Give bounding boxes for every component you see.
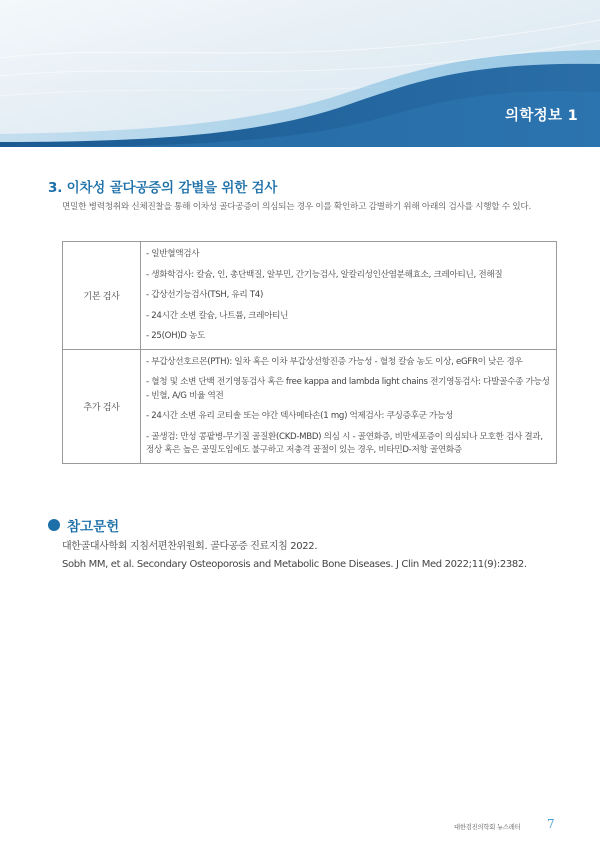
list-item: - 25(OH)D 농도 xyxy=(146,331,206,341)
footer-publisher: 대한검진의학회 뉴스레터 xyxy=(454,824,521,831)
exam-table xyxy=(62,241,557,464)
items-cell xyxy=(141,242,557,350)
table-row xyxy=(63,349,557,463)
list-item: - 24시간 소변 칼슘, 나트륨, 크레아티닌 xyxy=(146,310,289,321)
items-cell xyxy=(141,349,557,463)
reference-item: Sobh MM, et al. Secondary Osteoporosis and Metabolic Bone Diseases. J Clin Med 2022;11(9):2382. xyxy=(62,559,527,570)
list-item: - 혈청 및 소변 단백 전기영동검사 혹은 free kappa and lambda light chains 전기영동검사: 다발골수종 가능성 - 빈혈, A/G 비율 역전 xyxy=(146,377,550,401)
references-title: 참고문헌 xyxy=(67,519,120,535)
page-number: 7 xyxy=(547,817,555,831)
list-item: - 부갑상선호르몬(PTH): 일차 혹은 이차 부갑상선항진증 가능성 - 혈청 칼슘 농도 이상, eGFR이 낮은 경우 xyxy=(146,356,523,367)
intro-paragraph: 면밀한 병력청취와 신체진찰을 통해 이차성 골다공증이 의심되는 경우 이를 확인하고 감별하기 위해 아래의 검사를 시행할 수 있다. xyxy=(62,202,531,212)
section-label: 의학정보 1 xyxy=(505,108,578,124)
references-heading xyxy=(48,515,119,535)
references-list xyxy=(62,538,582,574)
list-item: - 갑상선기능검사(TSH, 유리 T4) xyxy=(146,290,264,300)
category-cell: 기본 검사 xyxy=(63,242,141,350)
table-row xyxy=(63,242,557,350)
list-item: - 24시간 소변 유리 코티솔 또는 야간 덱사메타손(1 mg) 억제검사: 쿠싱증후군 가능성 xyxy=(146,411,454,421)
bullet-icon xyxy=(48,519,60,531)
list-item: - 일반혈액검사 xyxy=(146,249,200,259)
list-item: - 골생검: 만성 콩팥병-무기질 골질환(CKD-MBD) 의심 시 - 골연화증, 비만세포증이 의심되나 모호한 검사 결과, 정상 혹은 높은 골밀도임에도 불구하고 저충격 골절이 있는 경우, 비타민D-저항 골연화증 xyxy=(146,431,543,455)
header-wave-graphic xyxy=(0,0,600,150)
list-item: - 생화학검사: 칼슘, 인, 총단백질, 알부민, 간기능검사, 알칼리성인산염분해효소, 크레아티닌, 전해질 xyxy=(146,269,503,280)
reference-item: 대한골대사학회 지침서편찬위원회. 골다공증 진료지침 2022. xyxy=(62,541,318,552)
category-cell: 추가 검사 xyxy=(63,349,141,463)
section-title: 3. 이차성 골다공증의 감별을 위한 검사 xyxy=(48,180,278,196)
